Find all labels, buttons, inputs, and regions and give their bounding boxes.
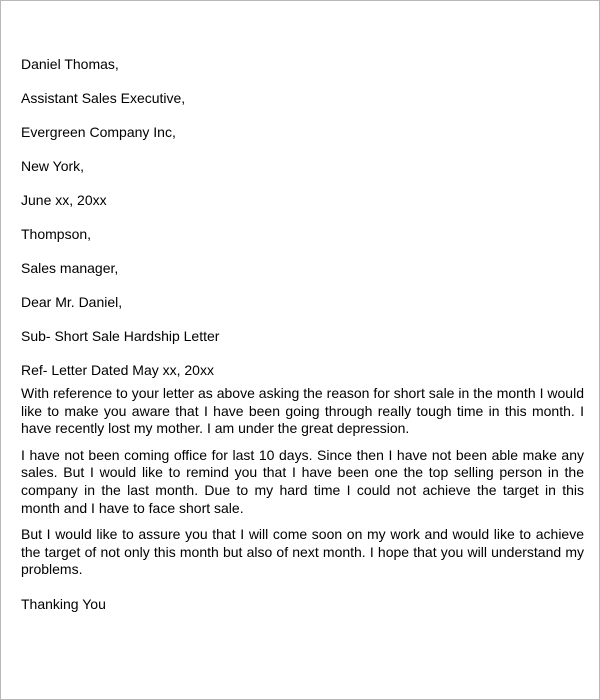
sender-name: Daniel Thomas,: [21, 56, 119, 72]
closing-line: Thanking You: [21, 595, 106, 612]
reference-line: Ref- Letter Dated May xx, 20xx: [21, 362, 214, 378]
sender-company: Evergreen Company Inc,: [21, 124, 176, 140]
sender-city: New York,: [21, 158, 85, 174]
letter-date: June xx, 20xx: [21, 192, 107, 208]
body-paragraph-2: I have not been coming office for last 10 days. Since then I have not been able make any sales. But I would like to remind you that I have been one the top selling person in the company in the last month. Due to my hard time I could not achieve the target in this month and I have to face short sale.: [21, 446, 584, 516]
recipient-title: Sales manager,: [21, 260, 119, 276]
body-paragraph-1: With reference to your letter as above asking the reason for short sale in the month I would like to make you aware that I have been going through really tough time in this month. I have recently lost my mother. I am under the great depression.: [21, 385, 584, 437]
recipient-name: Thompson,: [21, 226, 92, 242]
body-paragraph-3: But I would like to assure you that I will come soon on my work and would like to achieve the target of not only this month but also of next month. I hope that you will understand my problems.: [21, 526, 584, 578]
sender-title: Assistant Sales Executive,: [21, 90, 186, 106]
letter-body: [21, 56, 584, 613]
subject-line: Sub- Short Sale Hardship Letter: [21, 328, 220, 344]
salutation: Dear Mr. Daniel,: [21, 294, 123, 310]
